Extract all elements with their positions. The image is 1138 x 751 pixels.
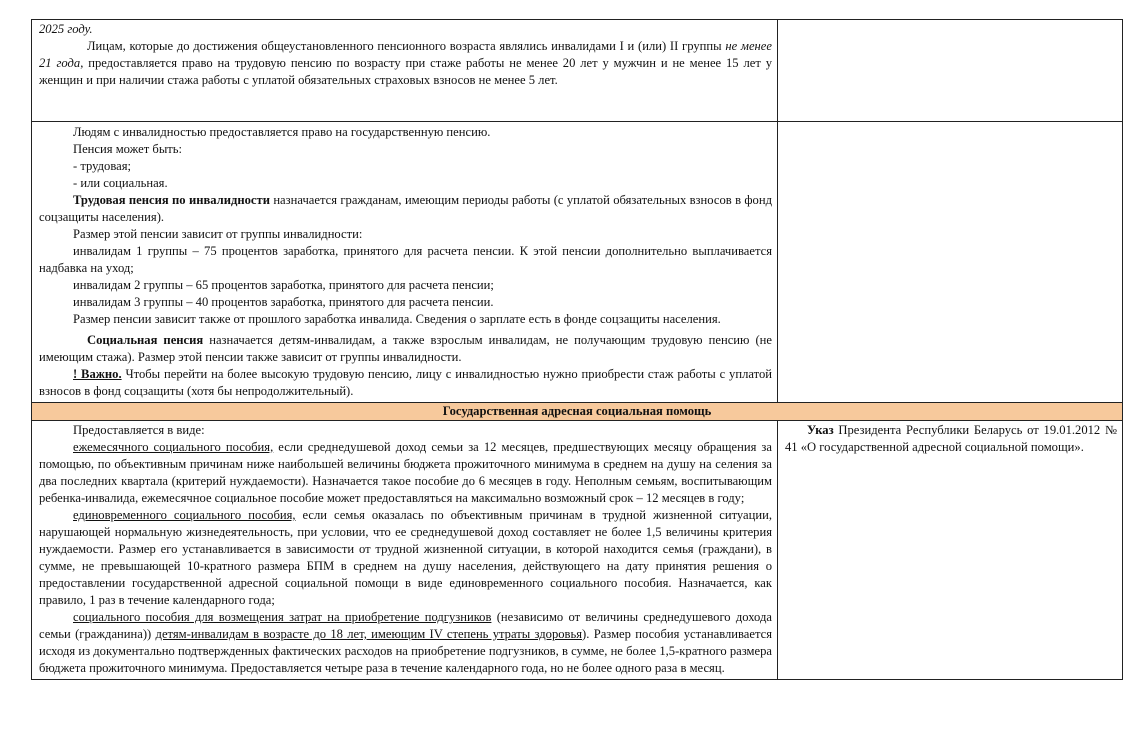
table-row [32, 20, 1123, 122]
earnings-note: Размер пенсии зависит также от прошлого заработка инвалида. Сведения о зарплате есть в фонде соцзащиты населения. [73, 312, 721, 326]
decree-reference: Указ Президента Республики Беларусь от 19.01.2012 № 41 «О государственной адресной социальной помощи». [785, 423, 1117, 454]
left-cell-retirement [32, 20, 778, 122]
pension-type-labor: - трудовая; [73, 159, 131, 173]
left-cell-social-assistance [32, 421, 778, 680]
table-row [32, 122, 1123, 403]
pension-types-heading: Пенсия может быть: [73, 142, 183, 156]
pension-type-social: - или социальная. [73, 176, 168, 190]
pension-size-heading: Размер этой пенсии зависит от группы инвалидности: [73, 227, 363, 241]
right-cell-empty-2 [778, 122, 1123, 403]
important-note: ! Важно. Чтобы перейти на более высокую трудовую пенсию, лицу с инвалидностью нужно приобрести стаж работы с уплатой взносов в фонд соцзащиты (хотя бы непродолжительный). [39, 367, 772, 398]
right-cell-decree [778, 421, 1123, 680]
section-header-row [32, 403, 1123, 421]
diaper-benefit-paragraph: социального пособия для возмещения затрат на приобретение подгузников (независимо от величины среднедушевого дохода семьи (гражданина)) детям-инвалидам в возрасте до 18 лет, имеющим IV степень утраты здоровья). Размер пособия устанавливается исходя из документально подтвержденных фактических расходов на приобретение подгузников, в сумме, не более 1,5-кратного размера бюджета прожиточного минимума. Предоставляется четыре раза в течение календарного года, но не более одного раза в месяц. [39, 610, 772, 675]
top-fragment: 2025 году. [39, 22, 93, 36]
pension-intro: Людям с инвалидностью предоставляется право на государственную пенсию. [73, 125, 491, 139]
section-title: Государственная адресная социальная помощь [32, 403, 1123, 421]
social-pension-paragraph: Социальная пенсия назначается детям-инвалидам, а также взрослым инвалидам, не получающим трудовую пенсию (не имеющим стажа). Размер этой пенсии также зависит от группы инвалидности. [39, 333, 772, 364]
group-2-line: инвалидам 2 группы – 65 процентов заработка, принятого для расчета пенсии; [73, 278, 494, 292]
document-page [31, 19, 1117, 680]
monthly-benefit-paragraph: ежемесячного социального пособия, если среднедушевой доход семьи за 12 месяцев, предшествующих месяцу обращения за помощью, по объективным причинам ниже наибольшей величины бюджета прожиточного минимума в среднем на душу на селения за два последних квартала (критерий нуждаемости). Назначается такое пособие до 6 месяцев в году. Неполным семьям, воспитывающим ребенка-инвалида, ежемесячное социальное пособие может предоставляться на максимально возможный срок – 12 месяцев в году; [39, 440, 772, 505]
labor-pension-paragraph: Трудовая пенсия по инвалидности назначается гражданам, имеющим периоды работы (с уплатой обязательных взносов в фонд соцзащиты населения). [39, 193, 772, 224]
right-cell-empty-1 [778, 20, 1123, 122]
onetime-benefit-paragraph: единовременного социального пособия, если семья оказалась по объективным причинам в трудной жизненной ситуации, нарушающей нормальную жизнедеятельность, при условии, что ее среднедушевой доход составляет не более 1,5 величины критерия нуждаемости. Размер его устанавливается в зависимости от трудной жизненной ситуации, в которой находится семья (граждани), в сумме, не превышающей 10-кратного размера БПМ в среднем на душу населения, действующего на дату принятия решения о предоставлении государственной адресной социальной помощи в виде единовременного социального пособия. Назначается, как правило, 1 раз в течение календарного года; [39, 508, 772, 607]
benefits-table [31, 19, 1123, 680]
table-row [32, 421, 1123, 680]
left-cell-pension [32, 122, 778, 403]
group-1-line: инвалидам 1 группы – 75 процентов заработка, принятого для расчета пенсии. К этой пенсии дополнительно выплачивается надбавка на уход; [39, 244, 772, 275]
group-3-line: инвалидам 3 группы – 40 процентов заработка, принятого для расчета пенсии. [73, 295, 494, 309]
retirement-paragraph: Лицам, которые до достижения общеустановленного пенсионного возраста являлись инвалидами I и (или) II группы не менее 21 года, предоставляется право на трудовую пенсию по возрасту при стаже работы не менее 20 лет у мужчин и не менее 15 лет у женщин и при наличии стажа работы с уплатой обязательных страховых взносов не менее 5 лет. [39, 39, 772, 87]
assistance-intro: Предоставляется в виде: [73, 423, 205, 437]
